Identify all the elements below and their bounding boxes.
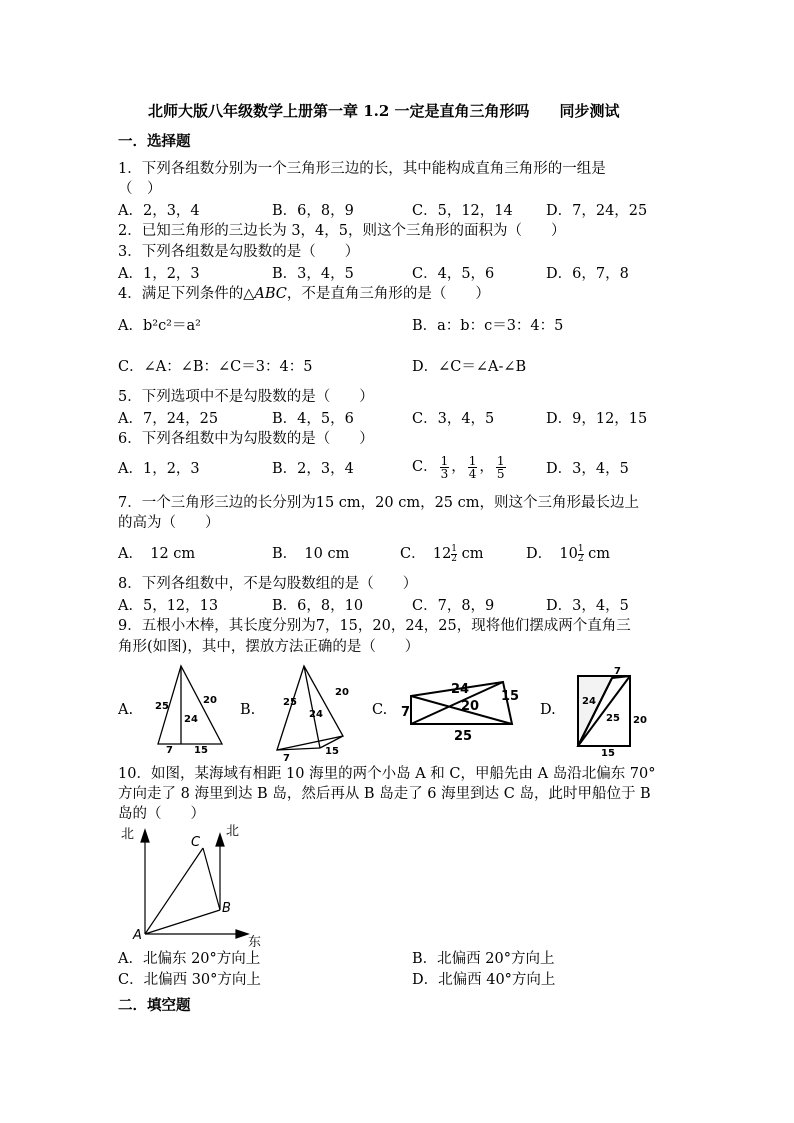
option-b[interactable]: B．2，3，4 bbox=[272, 461, 354, 477]
north-arrow-head-b bbox=[216, 834, 224, 846]
option-d[interactable]: D．3，4，5 bbox=[546, 598, 629, 614]
fig-a-20: 20 bbox=[203, 695, 217, 706]
option-b[interactable]: B．6，8，10 bbox=[272, 598, 364, 614]
north-label-a: 北 bbox=[121, 827, 135, 842]
question-stem: 1．下列各组数分别为一个三角形三边的长，其中能构成直角三角形的一组是 bbox=[118, 161, 606, 177]
option-a[interactable]: A．2，3，4 bbox=[118, 203, 200, 219]
fig-a-15: 15 bbox=[194, 745, 208, 756]
option-c[interactable]: C． $\frac{1}{3}$ ， $\frac{1}{4}$ ， $\frac{1}{5}$ bbox=[412, 453, 505, 481]
question-stem: 4．满足下列条件的△ABC，不是直角三角形的是（ ） bbox=[118, 286, 490, 302]
option-b[interactable]: B．6，8，9 bbox=[272, 203, 354, 219]
fig-c-25: 25 bbox=[454, 729, 473, 744]
north-label-b: 北 bbox=[226, 824, 240, 839]
option-d[interactable]: D． 10 $\frac{1}{2}$ cm bbox=[526, 543, 611, 564]
fig-d-15: 15 bbox=[601, 748, 615, 759]
option-b[interactable]: B．北偏西 20°方向上 bbox=[412, 951, 555, 967]
section-heading-fill: 二．填空题 bbox=[118, 997, 191, 1014]
option-d[interactable]: D．6，7，8 bbox=[546, 266, 629, 282]
question-stem-line1: 9．五根小木棒，其长度分别为7，15，20，24，25，现将他们摆成两个直角三 bbox=[118, 618, 631, 634]
option-d[interactable]: D．∠C＝∠A-∠B bbox=[412, 359, 527, 375]
page-title: 北师大版八年级数学上册第一章 1.2 一定是直角三角形吗 同步测试 bbox=[148, 102, 620, 120]
question-stem: 5．下列选项中不是勾股数的是（ ） bbox=[118, 389, 374, 405]
option-d-label[interactable]: D. bbox=[540, 702, 556, 718]
question-stem-line2: 的高为（ ） bbox=[118, 515, 220, 531]
option-d[interactable]: D．北偏西 40°方向上 bbox=[412, 972, 556, 988]
answer-paren: （ ） bbox=[118, 181, 162, 197]
fig-b-24: 24 bbox=[309, 709, 323, 720]
option-a[interactable]: A．北偏东 20°方向上 bbox=[118, 951, 261, 967]
option-b[interactable]: B．3，4，5 bbox=[272, 266, 354, 282]
option-a[interactable]: A． 12 cm bbox=[118, 546, 196, 562]
option-a[interactable]: A．1，2，3 bbox=[118, 461, 200, 477]
option-d[interactable]: D．7，24，25 bbox=[546, 203, 648, 219]
option-c[interactable]: C．5，12，14 bbox=[412, 203, 513, 219]
question-stem: 6．下列各组数中为勾股数的是（ ） bbox=[118, 431, 374, 447]
question-stem-line2: 角形(如图)，其中，摆放方法正确的是（ ） bbox=[118, 639, 420, 655]
fig-b-7: 7 bbox=[283, 753, 290, 764]
fig-d-7: 7 bbox=[614, 666, 621, 677]
fig-c-7: 7 bbox=[401, 705, 411, 720]
option-b[interactable]: B．4，5，6 bbox=[272, 411, 354, 427]
question-stem: 3．下列各组数是勾股数的是（ ） bbox=[118, 244, 360, 260]
option-a[interactable]: A．5，12，13 bbox=[118, 598, 219, 614]
fig-d-25: 25 bbox=[606, 713, 620, 724]
fig-d-20: 20 bbox=[633, 715, 647, 726]
question-stem-line3: 岛的（ ） bbox=[118, 806, 205, 822]
option-a[interactable]: A．b²c²＝a² bbox=[118, 318, 201, 334]
question-stem-line2: 方向走了 8 海里到达 B 岛，然后再从 B 岛走了 6 海里到达 C 岛，此时甲船位于 B bbox=[118, 786, 651, 802]
option-c[interactable]: C．7，8，9 bbox=[412, 598, 495, 614]
question-2-stem: 2．已知三角形的三边长为 3，4，5，则这个三角形的面积为（ ） bbox=[118, 223, 566, 239]
option-c[interactable]: C．北偏西 30°方向上 bbox=[118, 972, 261, 988]
option-c[interactable]: C．3，4，5 bbox=[412, 411, 495, 427]
point-a-label: A bbox=[133, 928, 142, 943]
option-d[interactable]: D．9，12，15 bbox=[546, 411, 648, 427]
fig-b-25: 25 bbox=[283, 697, 297, 708]
east-arrow-head bbox=[236, 930, 248, 938]
fig-a-25: 25 bbox=[155, 701, 169, 712]
east-label: 东 bbox=[248, 935, 262, 950]
option-c[interactable]: C．4，5，6 bbox=[412, 266, 495, 282]
question-stem-line1: 10．如图，某海域有相距 10 海里的两个小岛 A 和 C，甲船先由 A 岛沿北偏东 70° bbox=[118, 766, 656, 782]
north-arrow-head-a bbox=[141, 830, 149, 842]
option-b[interactable]: B．a：b：c＝3：4：5 bbox=[412, 318, 564, 334]
fig-c-20: 20 bbox=[461, 699, 480, 714]
point-b-label: B bbox=[222, 901, 231, 916]
section-heading-choice: 一．选择题 bbox=[118, 133, 191, 150]
option-a[interactable]: A．7，24，25 bbox=[118, 411, 219, 427]
question-stem-line1: 7．一个三角形三边的长分别为15 cm，20 cm，25 cm，则这个三角形最长边上 bbox=[118, 495, 640, 511]
option-c-label[interactable]: C. bbox=[372, 702, 388, 718]
option-c[interactable]: C．∠A：∠B：∠C＝3：4：5 bbox=[118, 359, 313, 375]
fig-b-20: 20 bbox=[335, 687, 349, 698]
question-stem: 8．下列各组数中，不是勾股数组的是（ ） bbox=[118, 576, 418, 592]
option-c[interactable]: C． 12 $\frac{1}{2}$ cm bbox=[400, 543, 484, 564]
fig-d-24: 24 bbox=[582, 696, 596, 707]
option-b[interactable]: B． 10 cm bbox=[272, 546, 350, 562]
option-a-label[interactable]: A. bbox=[118, 702, 134, 718]
option-a[interactable]: A．1，2，3 bbox=[118, 266, 200, 282]
option-d[interactable]: D．3，4，5 bbox=[546, 461, 629, 477]
fig-a-24: 24 bbox=[184, 714, 198, 725]
option-b-label[interactable]: B. bbox=[240, 702, 256, 718]
fig-a-7: 7 bbox=[166, 745, 173, 756]
fig-c-24: 24 bbox=[451, 682, 470, 697]
point-c-label: C bbox=[191, 835, 201, 850]
fig-c-15: 15 bbox=[501, 689, 520, 704]
fig-b-15: 15 bbox=[325, 746, 339, 757]
